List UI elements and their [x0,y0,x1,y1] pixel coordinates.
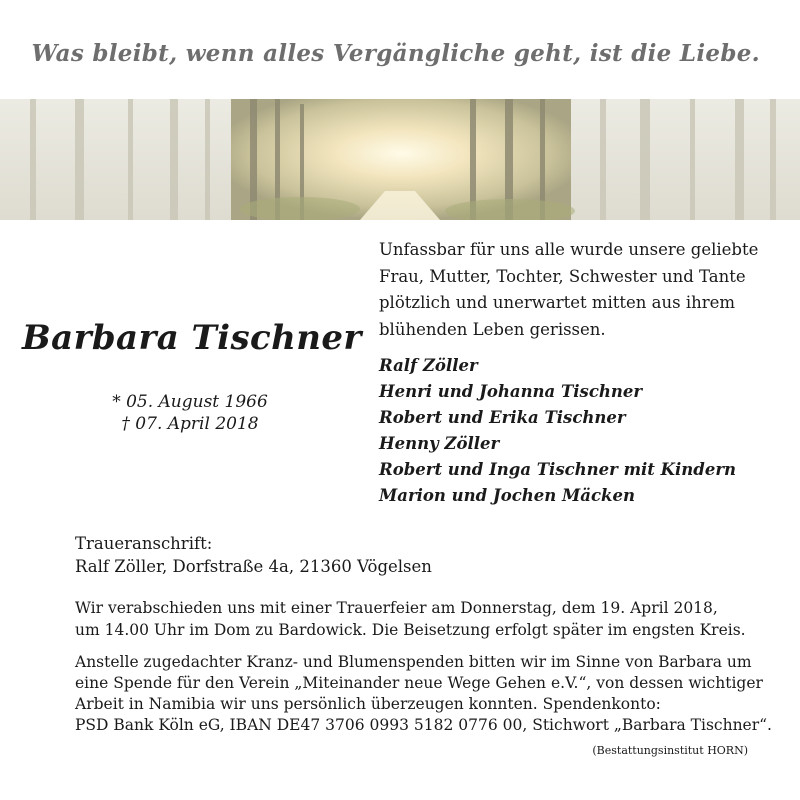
intro-line: Frau, Mutter, Tochter, Schwester und Tante [379,266,746,286]
mourners-list [379,353,799,509]
donation-line: PSD Bank Köln eG, IBAN DE47 3706 0993 5182 0776 00, Stichwort „Barbara Tischner“. [75,716,772,734]
donation-line: eine Spende für den Verein „Miteinander neue Wege Gehen e.V.“, von dessen wichtiger [75,674,763,692]
donation-text [75,652,785,736]
mourner-name: Marion und Jochen Mäcken [379,486,635,505]
mourner-name: Henri und Johanna Tischner [379,382,643,401]
address-label: Traueranschrift: [75,534,213,553]
deceased-name: Barbara Tischner [22,318,362,358]
mourning-address [75,532,432,578]
life-dates [110,391,270,435]
mourner-name: Robert und Erika Tischner [379,408,626,427]
funeral-home-credit: (Bestattungsinstitut HORN) [592,744,748,757]
ceremony-line: um 14.00 Uhr im Dom zu Bardowick. Die Beisetzung erfolgt später im engsten Kreis. [75,621,746,639]
forest-banner-image [0,99,800,220]
donation-line: Arbeit in Namibia wir uns persönlich überzeugen konnten. Spendenkonto: [75,695,661,713]
mourner-name: Henny Zöller [379,434,500,453]
intro-text [379,237,789,343]
death-date: † 07. April 2018 [121,414,259,434]
mourner-name: Ralf Zöller [379,356,478,375]
mourner-name: Robert und Inga Tischner mit Kindern [379,460,737,479]
motto-quote: Was bleibt, wenn alles Vergängliche geht, ist die Liebe. [31,40,760,67]
intro-line: Unfassbar für uns alle wurde unsere geliebte [379,240,759,259]
birth-date: * 05. August 1966 [112,392,268,412]
ceremony-text [75,597,775,641]
ceremony-line: Wir verabschieden uns mit einer Trauerfeier am Donnerstag, dem 19. April 2018, [75,599,718,617]
intro-line: plötzlich und unerwartet mitten aus ihrem [379,293,736,312]
donation-line: Anstelle zugedachter Kranz- und Blumenspenden bitten wir im Sinne von Barbara um [75,653,752,671]
address-value: Ralf Zöller, Dorfstraße 4a, 21360 Vögelsen [75,557,432,576]
intro-line: blühenden Leben gerissen. [379,319,606,339]
